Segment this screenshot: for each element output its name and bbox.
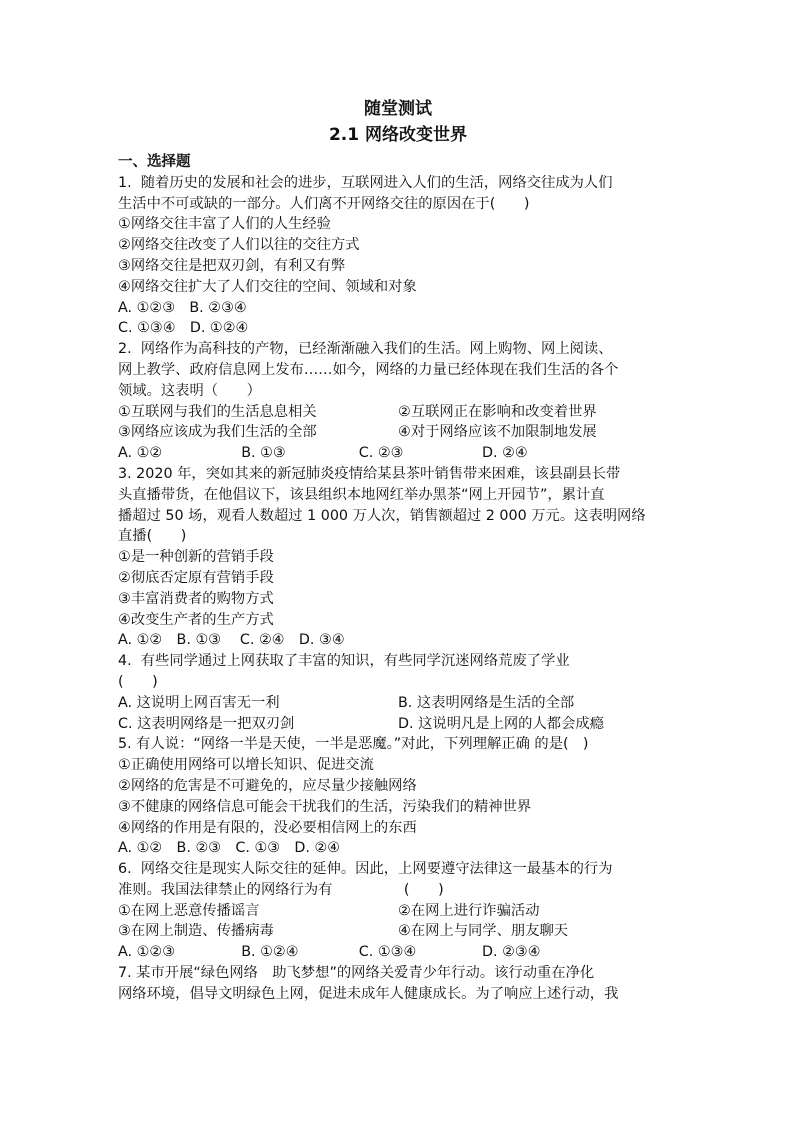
question-stem: ( ) bbox=[118, 673, 158, 690]
statement-item: ③丰富消费者的购物方式 bbox=[118, 590, 274, 607]
answer-option: B. 这表明网络是生活的全部 bbox=[398, 694, 575, 711]
statement-item: ③网络交往是把双刃剑，有利又有弊 bbox=[118, 257, 346, 274]
question-stem: 直播( ) bbox=[118, 528, 187, 545]
document-content bbox=[118, 96, 678, 1005]
answer-option: D. ②③④ bbox=[481, 944, 541, 961]
question-stem: 3. 2020 年，突如其来的新冠肺炎疫情给某县茶叶销售带来困难，该县副县长带 bbox=[118, 465, 621, 482]
statement-item: ④网络的作用是有限的，没必要相信网上的东西 bbox=[118, 819, 417, 836]
section-heading: 一、选择题 bbox=[118, 154, 191, 170]
statement-item: ④改变生产者的生产方式 bbox=[118, 611, 274, 628]
statement-item: ②彻底否定原有营销手段 bbox=[118, 569, 274, 586]
question-stem: 网上教学、政府信息网上发布……如今，网络的力量已经体现在我们生活的各个 bbox=[118, 361, 619, 378]
statement-item: ①是一种创新的营销手段 bbox=[118, 549, 274, 566]
answer-option: B. ①②④ bbox=[241, 944, 299, 961]
answer-option: D. ②④ bbox=[481, 445, 528, 462]
statement-item: ③不健康的网络信息可能会干扰我们的生活，污染我们的精神世界 bbox=[118, 798, 532, 815]
question-4 bbox=[118, 651, 678, 734]
answer-option: C. 这表明网络是一把双刃剑 bbox=[118, 715, 295, 732]
answer-options: A. ①②③ B. ②③④ bbox=[118, 299, 247, 316]
answer-options: A. ①② B. ②③ C. ①③ D. ②④ bbox=[118, 840, 341, 857]
question-stem: 2. 网络作为高科技的产物，已经渐渐融入我们的生活。网上购物、网上阅读、 bbox=[118, 341, 613, 358]
statement-item: ①在网上恶意传播谣言 bbox=[118, 902, 260, 919]
statement-item: ④对于网络应该不加限制地发展 bbox=[398, 424, 597, 441]
answer-option: C. ②③ bbox=[358, 445, 404, 462]
statement-item: ①互联网与我们的生活息息相关 bbox=[118, 403, 317, 420]
question-2 bbox=[118, 339, 678, 464]
question-6 bbox=[118, 859, 678, 963]
statement-item: ②互联网正在影响和改变着世界 bbox=[398, 403, 597, 420]
statement-item: ③在网上制造、传播病毒 bbox=[118, 923, 274, 940]
question-stem: 播超过 50 场，观看人数超过 1 000 万人次，销售额超过 2 000 万元。这表明网络 bbox=[118, 507, 646, 524]
statement-item: ①正确使用网络可以增长知识、促进交流 bbox=[118, 757, 374, 774]
question-1 bbox=[118, 173, 678, 339]
statement-item: ①网络交往丰富了人们的人生经验 bbox=[118, 216, 331, 233]
question-3 bbox=[118, 464, 678, 651]
question-stem: 7. 某市开展“绿色网络 助飞梦想”的网络关爱青少年行动。该行动重在净化 bbox=[118, 965, 595, 982]
question-5 bbox=[118, 734, 678, 859]
statement-item: ④在网上与同学、朋友聊天 bbox=[398, 923, 569, 940]
question-stem: 领域。这表明（ ） bbox=[118, 382, 261, 399]
answer-option: A. 这说明上网百害无一利 bbox=[118, 694, 280, 711]
question-stem: 生活中不可或缺的一部分。人们离不开网络交往的原因在于( ) bbox=[118, 195, 530, 212]
question-stem: 网络环境，倡导文明绿色上网，促进未成年人健康成长。为了响应上述行动，我 bbox=[118, 985, 619, 1002]
statement-item: ②在网上进行诈骗活动 bbox=[398, 902, 540, 919]
answer-options: A. ①② B. ①③ C. ②④ D. ③④ bbox=[118, 632, 345, 649]
question-stem: 头直播带货，在他倡议下，该县组织本地网红举办黑茶“网上开园节”，累计直 bbox=[118, 486, 605, 503]
answer-option: D. 这说明凡是上网的人都会成瘾 bbox=[398, 715, 604, 732]
statement-item: ②网络的危害是不可避免的，应尽量少接触网络 bbox=[118, 777, 417, 794]
statement-item: ④网络交往扩大了人们交往的空间、领域和对象 bbox=[118, 278, 417, 295]
question-7 bbox=[118, 963, 678, 1005]
question-stem: 准则。我国法律禁止的网络行为有 ( ) bbox=[118, 881, 444, 898]
page-title: 随堂测试 bbox=[364, 99, 432, 119]
statement-item: ②网络交往改变了人们以往的交往方式 bbox=[118, 237, 360, 254]
answer-option: B. ①③ bbox=[241, 445, 286, 462]
statement-item: ③网络应该成为我们生活的全部 bbox=[118, 424, 317, 441]
answer-options: C. ①③④ D. ①②④ bbox=[118, 320, 249, 337]
question-stem: 5. 有人说：“网络一半是天使，一半是恶魔。”对此，下列理解正确 的是( ) bbox=[118, 736, 589, 753]
page-subtitle: 2.1 网络改变世界 bbox=[328, 125, 468, 145]
question-stem: 6. 网络交往是现实人际交往的延伸。因此，上网要遵守法律这一最基本的行为 bbox=[118, 861, 613, 878]
answer-option: A. ①②③ bbox=[118, 944, 176, 961]
question-stem: 4. 有些同学通过上网获取了丰富的知识，有些同学沉迷网络荒废了学业 bbox=[118, 653, 570, 670]
answer-option: C. ①③④ bbox=[358, 944, 417, 961]
answer-option: A. ①② bbox=[118, 445, 163, 462]
question-stem: 1. 随着历史的发展和社会的进步，互联网进入人们的生活，网络交往成为人们 bbox=[118, 174, 613, 191]
